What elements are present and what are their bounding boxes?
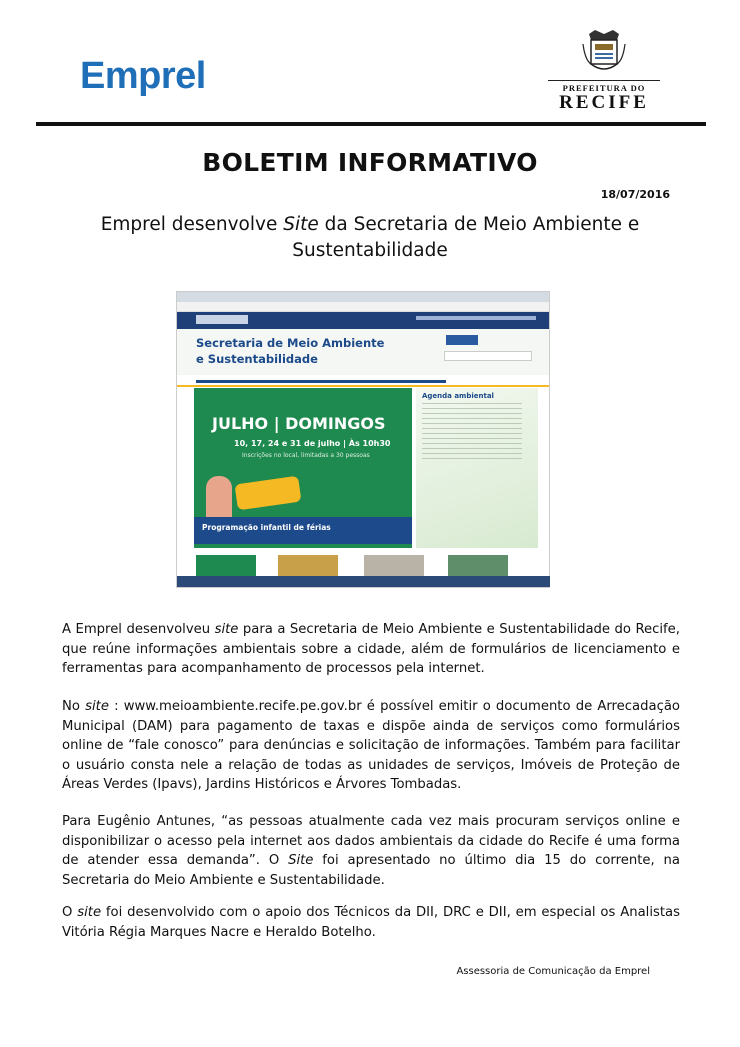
bulletin-subtitle bbox=[60, 212, 680, 264]
subtitle-emphasis: Site bbox=[283, 214, 319, 235]
hero-note: Inscrições no local, limitadas a 30 pessoas bbox=[242, 452, 370, 459]
hero-heading: JULHO | DOMINGOS bbox=[212, 414, 386, 433]
paragraph-4-text-a: O bbox=[62, 905, 78, 920]
paragraph-2 bbox=[62, 697, 680, 795]
site-menu-items bbox=[196, 380, 446, 383]
bulletin-date: 18/07/2016 bbox=[600, 188, 670, 201]
site-topbar-logo bbox=[196, 315, 248, 324]
site-topbar-links bbox=[416, 316, 536, 320]
subtitle-text-b: da Secretaria de Meio Ambiente e Sustentabilidade bbox=[292, 214, 640, 261]
recife-logo-name: RECIFE bbox=[559, 92, 649, 113]
browser-tabs bbox=[177, 292, 549, 302]
paragraph-1-text-b: para a Secretaria de Meio Ambiente e Sustentabilidade do Recife, que reúne informações ambientais sobre a cidade, além de formulários de licenciamento e ferramentas para acompanhamento de processos pela internet. bbox=[62, 622, 680, 676]
browser-address-bar bbox=[177, 302, 549, 312]
site-search-box bbox=[444, 351, 532, 361]
paragraph-3 bbox=[62, 812, 680, 890]
recife-crest-icon bbox=[581, 30, 627, 74]
paragraph-1 bbox=[62, 620, 680, 679]
site-title-line2: e Sustentabilidade bbox=[196, 352, 318, 366]
page-title: BOLETIM INFORMATIVO bbox=[202, 148, 538, 177]
site-title bbox=[196, 335, 384, 367]
press-office-credit: Assessoria de Comunicação da Emprel bbox=[456, 966, 650, 977]
site-title-line1: Secretaria de Meio Ambiente bbox=[196, 336, 385, 350]
windows-taskbar bbox=[177, 576, 550, 587]
recife-logo-top-text: PREFEITURA DO bbox=[548, 80, 660, 93]
agenda-title: Agenda ambiental bbox=[422, 392, 494, 400]
agenda-text-lines bbox=[422, 403, 522, 463]
paragraph-2-emphasis: site bbox=[85, 699, 109, 714]
paragraph-2-text-a: No bbox=[62, 699, 86, 714]
hero-caption: Programação infantil de férias bbox=[202, 523, 331, 532]
site-social-icons bbox=[446, 335, 478, 345]
emprel-logo: Emprel bbox=[80, 55, 206, 97]
prefeitura-recife-logo bbox=[548, 30, 660, 113]
paragraph-1-emphasis: site bbox=[214, 622, 239, 637]
paragraph-4 bbox=[62, 903, 680, 942]
paragraph-1-text-a: A Emprel desenvolveu bbox=[62, 622, 215, 637]
subtitle-text-a: Emprel desenvolve bbox=[100, 214, 284, 235]
paragraph-4-emphasis: site bbox=[77, 905, 102, 920]
paragraph-4-text-b: foi desenvolvido com o apoio dos Técnicos da DII, DRC e DII, em especial os Analistas Vitória Régia Marques Nacre e Heraldo Botelho. bbox=[62, 905, 680, 940]
header-divider bbox=[36, 122, 706, 126]
paragraph-3-text-b: foi apresentado no último dia 15 do corrente, na Secretaria do Meio Ambiente e Sustentabilidade. bbox=[62, 853, 680, 888]
paragraph-3-emphasis: Site bbox=[288, 853, 314, 868]
hero-person-image bbox=[206, 476, 232, 522]
paragraph-3-text-a: Para Eugênio Antunes, “as pessoas atualmente cada vez mais procuram serviços online e disponibilizar o acesso pela internet aos dados ambientais da cidade do Recife é uma forma de atender essa demanda”. O bbox=[62, 814, 680, 868]
hero-dates: 10, 17, 24 e 31 de julho | Às 10h30 bbox=[234, 439, 391, 448]
paragraph-2-text-b: : www.meioambiente.recife.pe.gov.br é possível emitir o documento de Arrecadação Municipal (DAM) para pagamento de taxas e dispõe ainda de serviços como formulários online de “fale conosco” para denúncias e solicitação de informações. Também para facilitar o usuário consta nele a relação de todas as unidades de serviços, Imóveis de Proteção de Áreas Verdes (Ipavs), Jardins Históricos e Árvores Tombadas. bbox=[62, 699, 680, 792]
